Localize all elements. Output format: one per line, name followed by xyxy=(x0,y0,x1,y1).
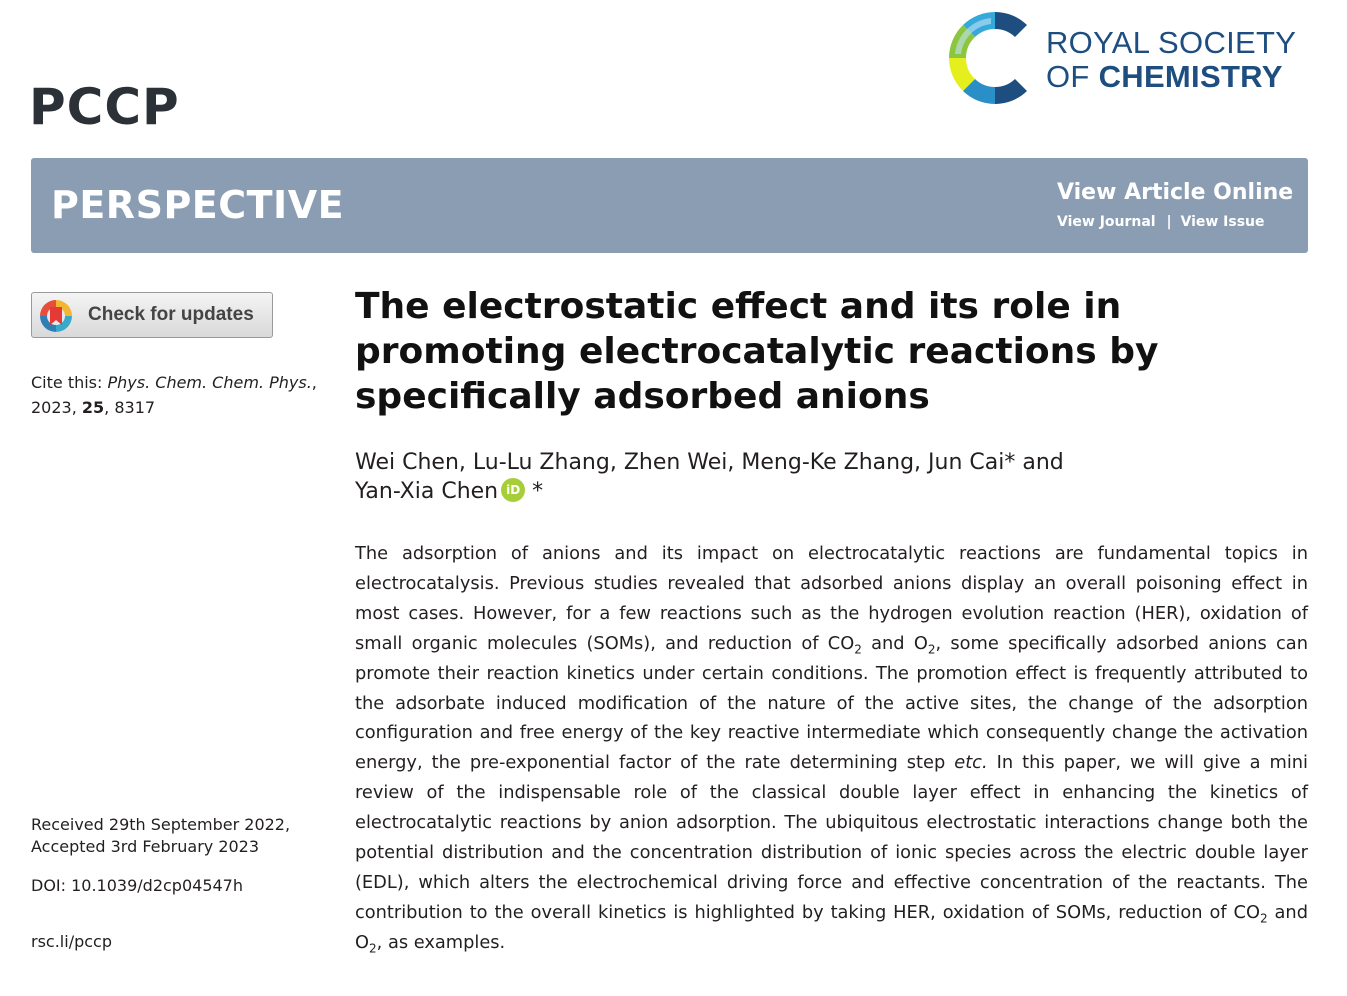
publisher-chemistry: CHEMISTRY xyxy=(1098,59,1283,94)
received-date: Received 29th September 2022, xyxy=(31,815,291,834)
view-journal-link[interactable]: View Journal xyxy=(1057,214,1156,230)
article-type: PERSPECTIVE xyxy=(51,183,345,227)
subscript: 2 xyxy=(1259,911,1268,926)
abstract xyxy=(355,539,1308,958)
article-title: The electrostatic effect and its role in promoting electrocatalytic reactions by specifically adsorbed anions xyxy=(355,286,1159,417)
abstract-part: In this paper, we will give a mini review of the indispensable role of the classical double layer effect in enhancing the kinetics of electrocatalytic reactions by anion adsorption. The ubiquitous electrostatic interactions change both the potential distribution and the concentration distribution of ionic species across the electric double layer (EDL), which alters the electrochemical driving force and effective concentration of the reactants. The contribution to the overall kinetics is highlighted by taking HER, oxidation of SOMs, reduction of CO xyxy=(355,752,1309,923)
check-updates-label: Check for updates xyxy=(88,304,254,325)
cite-label: Cite this: xyxy=(31,373,103,392)
corresponding-mark: * xyxy=(525,479,544,504)
abstract-part: , as examples. xyxy=(376,931,506,953)
view-links xyxy=(1057,214,1265,230)
authors-line-2 xyxy=(355,477,1305,506)
author-yan-xia-chen: Yan-Xia Chen xyxy=(355,479,499,504)
accepted-date: Accepted 3rd February 2023 xyxy=(31,837,260,856)
journal-short-link[interactable]: rsc.li/pccp xyxy=(31,932,112,951)
check-for-updates-button[interactable] xyxy=(31,292,273,338)
subscript: 2 xyxy=(854,642,862,657)
citation xyxy=(31,370,341,420)
abstract-part: The adsorption of anions and its impact on electrocatalytic reactions are fundamental topics in electrocatalysis. Previous studies revealed that adsorbed anions display an overall poisoning effect in most cases. However, for a few reactions such as the hydrogen evolution reaction (HER), oxidation of small organic molecules (SOMs), and reduction of CO xyxy=(355,543,1308,654)
view-article-online-link[interactable]: View Article Online xyxy=(1057,180,1294,205)
cite-journal: Phys. Chem. Chem. Phys. xyxy=(107,373,312,392)
abstract-part: , some specifically adsorbed anions can promote their reaction kinetics under certain conditions. The promotion effect is frequently attributed to the adsorbate induced modification of the nature of the active sites, the change of the adsorption configuration and free energy of the key reactive intermediate which consequently change the activation energy, the pre-exponential factor of the rate determining step xyxy=(355,632,1308,774)
publisher-of: OF xyxy=(1046,59,1090,94)
rsc-publisher-name xyxy=(1046,26,1296,94)
publisher-line-2 xyxy=(1046,60,1296,94)
cite-page: , 8317 xyxy=(104,398,156,417)
abstract-part: and O xyxy=(861,632,928,654)
abstract-part: and O xyxy=(355,901,1308,953)
link-separator: | xyxy=(1166,214,1172,230)
authors-line-1: Wei Chen, Lu-Lu Zhang, Zhen Wei, Meng-Ke Zhang, Jun Cai* and xyxy=(355,450,1064,475)
cite-comma: , xyxy=(311,373,317,392)
abstract-etc: etc. xyxy=(954,752,988,774)
doi[interactable]: DOI: 10.1039/d2cp04547h xyxy=(31,876,243,895)
cite-volume: 25 xyxy=(81,398,105,417)
check-updates-icon xyxy=(39,299,73,333)
orcid-icon[interactable]: iD xyxy=(501,478,525,502)
cite-year: 2023, xyxy=(31,398,77,417)
subscript: 2 xyxy=(927,642,936,657)
article-dates xyxy=(31,814,290,858)
journal-name: PCCP xyxy=(29,78,180,136)
view-issue-link[interactable]: View Issue xyxy=(1180,214,1265,230)
publisher-line-1: ROYAL SOCIETY xyxy=(1046,25,1297,60)
author-list xyxy=(355,448,1305,506)
subscript: 2 xyxy=(369,941,377,956)
article-type-banner xyxy=(31,158,1308,253)
